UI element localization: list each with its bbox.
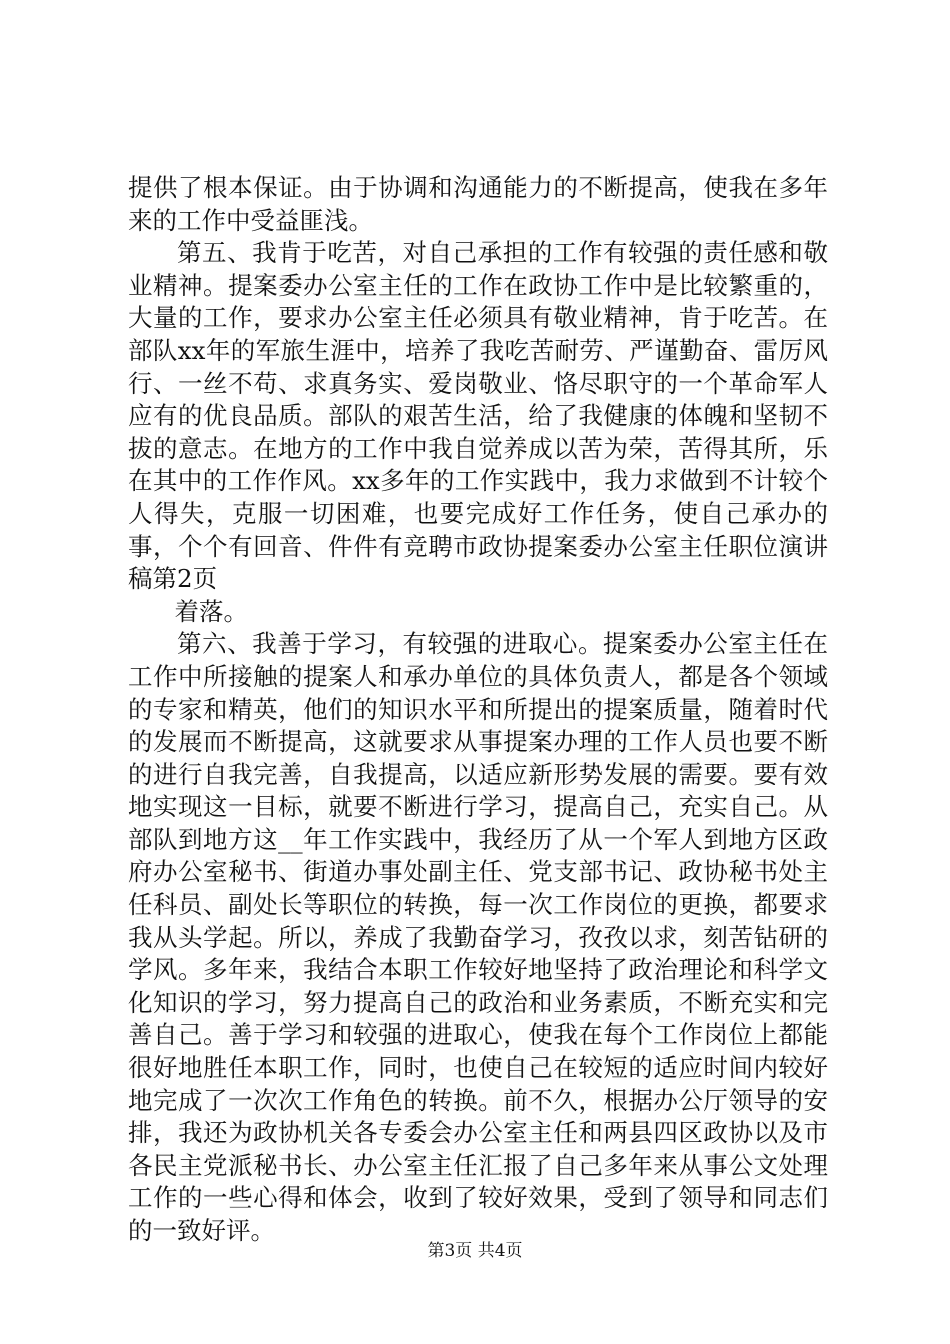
document-body [128,172,828,1248]
paragraph-fifth-point: 第五、我肯于吃苦，对自己承担的工作有较强的责任感和敬业精神。提案委办公室主任的工作在政协工作中是比较繁重的，大量的工作，要求办公室主任必须具有敬业精神，肯于吃苦。在部队xx年的军旅生涯中，培养了我吃苦耐劳、严谨勤奋、雷厉风行、一丝不苟、求真务实、爱岗敬业、恪尽职守的一个革命军人应有的优良品质。部队的艰苦生活，给了我健康的体魄和坚韧不拔的意志。在地方的工作中我自觉养成以苦为荣，苦得其所，乐在其中的工作作风。xx多年的工作实践中，我力求做到不计较个人得失，克服一切困难，也要完成好工作任务，使自己承办的事，个个有回音、件件有竞聘市政协提案委办公室主任职位演讲稿第2页 [128,238,828,594]
page-footer: 第3页 共4页 [427,1241,523,1261]
paragraph-fragment: 着落。 [174,596,249,626]
paragraph-sixth-point: 第六、我善于学习，有较强的进取心。提案委办公室主任在工作中所接触的提案人和承办单位的具体负责人，都是各个领域的专家和精英，他们的知识水平和所提出的提案质量，随着时代的发展而不断提高，这就要求从事提案办理的工作人员也要不断的进行自我完善，自我提高，以适应新形势发展的需要。要有效地实现这一目标，就要不断进行学习，提高自己，充实自己。从部队到地方这__年工作实践中，我经历了从一个军人到地方区政府办公室秘书、街道办事处副主任、党支部书记、政协秘书处主任科员、副处长等职位的转换，每一次工作岗位的更换，都要求我从头学起。所以，养成了我勤奋学习，孜孜以求，刻苦钻研的学风。多年来，我结合本职工作较好地坚持了政治理论和科学文化知识的学习，努力提高自己的政治和业务素质，不断充实和完善自己。善于学习和较强的进取心，使我在每个工作岗位上都能很好地胜任本职工作，同时，也使自己在较短的适应时间内较好地完成了一次次工作角色的转换。前不久，根据办公厅领导的安排，我还为政协机关各专委会办公室主任和两县四区政协以及市各民主党派秘书长、办公室主任汇报了自己多年来从事公文处理工作的一些心得和体会，收到了较好效果，受到了领导和同志们的一致好评。 [128,629,828,1245]
paragraph-continuation: 提供了根本保证。由于协调和沟通能力的不断提高，使我在多年来的工作中受益匪浅。 [128,173,828,235]
